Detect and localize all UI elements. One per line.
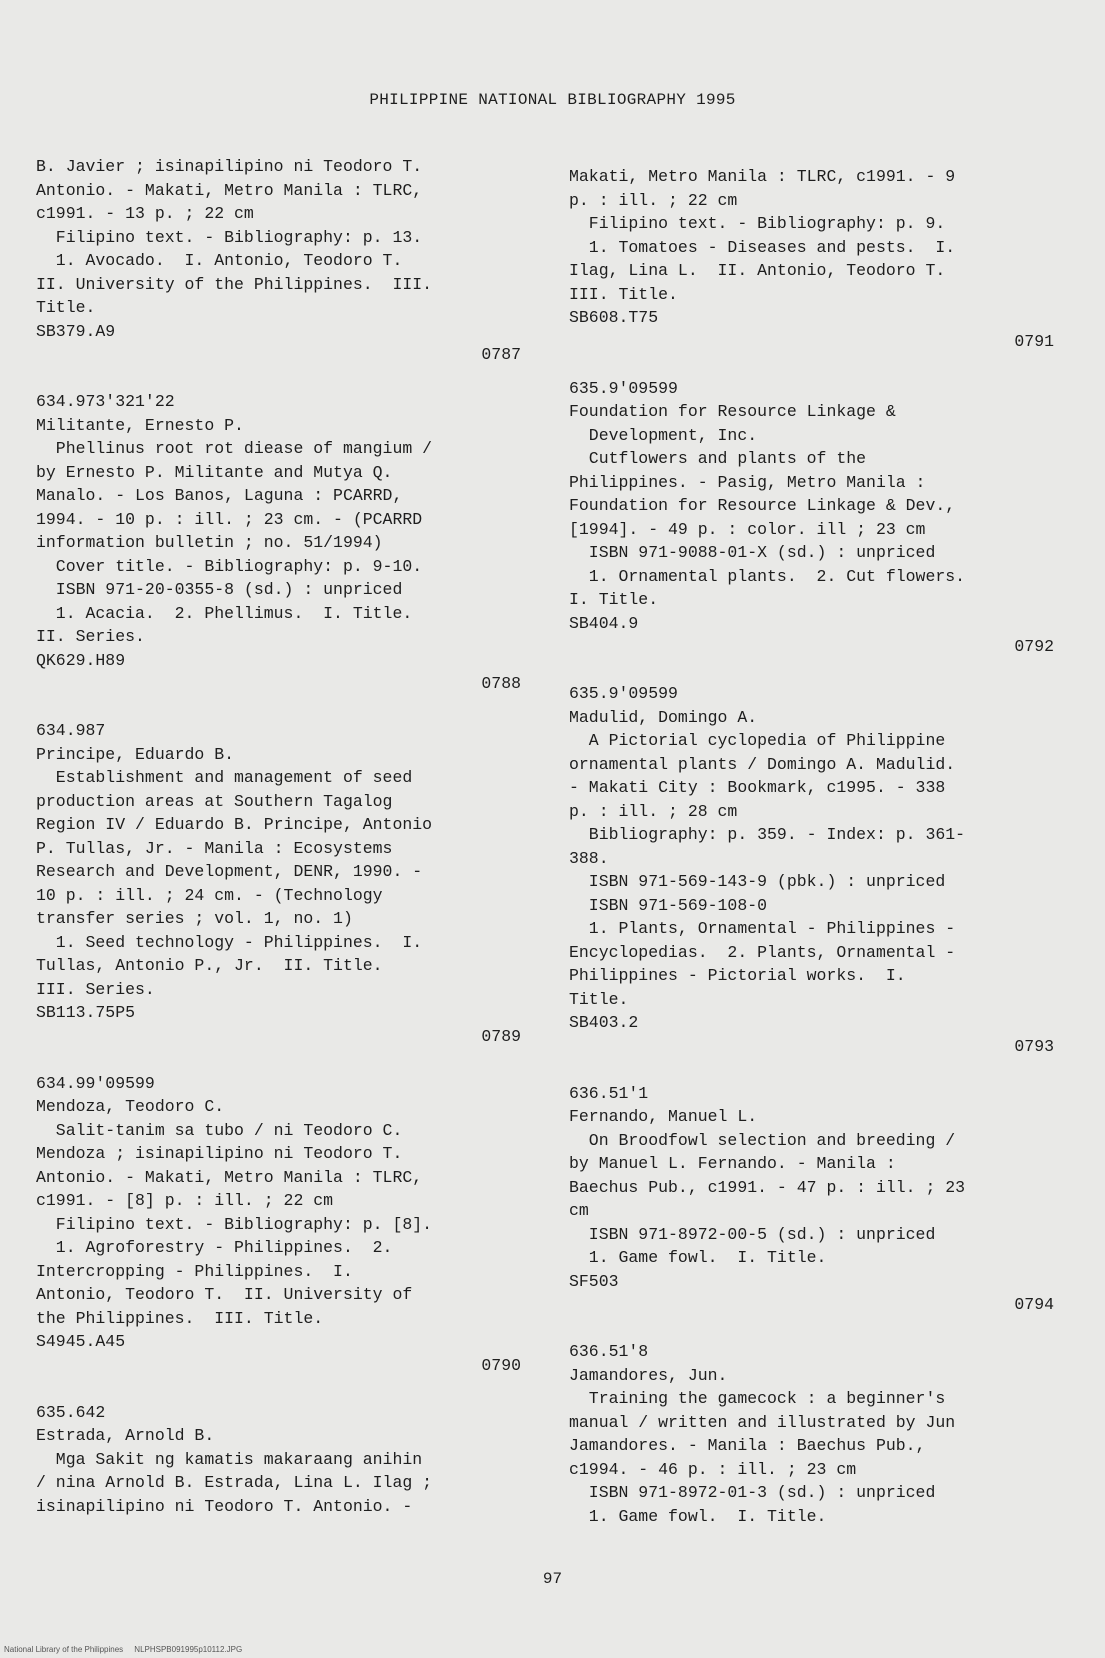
entry-line: Baechus Pub., c1991. - 47 p. : ill. ; 23 (569, 1177, 966, 1197)
entry-number: 0794 (1014, 1295, 1054, 1314)
entry-number: 0792 (1014, 637, 1054, 656)
entry-separator (36, 1048, 521, 1072)
entry-separator (36, 1377, 521, 1401)
entry-line: Cutflowers and plants of the (569, 449, 867, 468)
entry-line: production areas at Southern Tagalog (36, 791, 393, 811)
entry-separator (569, 1058, 1054, 1082)
entry-line: Foundation for Resource Linkage & Dev., (569, 496, 956, 515)
entry-line: I. Title. (569, 590, 659, 609)
entry-separator (569, 353, 1054, 377)
entry-line: Principe, Eduardo B. (36, 744, 235, 764)
page-number: 97 (542, 1570, 563, 1588)
entry-line: Philippines - Pictorial works. I. (569, 966, 906, 985)
entry-line: 1. Acacia. 2. Phellimus. I. Title. (36, 603, 413, 623)
entry-line: 1. Ornamental plants. 2. Cut flowers. (569, 566, 966, 586)
entry-line: 636.51'8 (569, 1342, 649, 1361)
entry-line: SF503 (569, 1271, 619, 1291)
entry-line: SB404.9 (569, 613, 639, 633)
entry-line: II. University of the Philippines. III. (36, 274, 433, 294)
entry-line: Manalo. - Los Banos, Laguna : PCARRD, (36, 486, 403, 505)
entry-line: Encyclopedias. 2. Plants, Ornamental - (569, 942, 956, 962)
entry-line: II. Series. (36, 627, 145, 646)
entry-line: Jamandores. - Manila : Baechus Pub., (569, 1436, 926, 1455)
entry-number: 0788 (481, 674, 521, 693)
entry-line: Tullas, Antonio P., Jr. II. Title. (36, 956, 383, 975)
entry-line: Filipino text. - Bibliography: p. [8]. (36, 1214, 433, 1234)
entry-line: c1991. - 13 p. ; 22 cm (36, 204, 254, 223)
entry-line: Antonio, Teodoro T. II. University of (36, 1285, 413, 1304)
entry-line: Filipino text. - Bibliography: p. 13. (36, 227, 423, 247)
entry-line: the Philippines. III. Title. (36, 1308, 324, 1328)
entry-line: ISBN 971-569-108-0 (569, 895, 768, 915)
entry-line: Mendoza, Teodoro C. (36, 1097, 225, 1116)
entry-line: Title. (36, 298, 96, 317)
entry-line: 1. Plants, Ornamental - Philippines - (569, 919, 956, 938)
entry-line: 388. (569, 848, 609, 868)
entry-line: Madulid, Domingo A. (569, 707, 758, 727)
entry-separator (569, 659, 1054, 683)
entry-line: Establishment and management of seed (36, 768, 413, 787)
page-title: PHILIPPINE NATIONAL BIBLIOGRAPHY 1995 (369, 91, 736, 109)
entry-line: Research and Development, DENR, 1990. - (36, 862, 423, 881)
entry-line: Antonio. - Makati, Metro Manila : TLRC, (36, 180, 423, 200)
entry-line: 635.9'09599 (569, 378, 678, 398)
entry-line: cm (569, 1201, 589, 1220)
entry-line: 10 p. : ill. ; 24 cm. - (Technology (36, 885, 383, 905)
entry-line: QK629.H89 (36, 650, 126, 670)
entry-line: Jamandores, Jun. (569, 1365, 728, 1385)
entry-line: Development, Inc. (569, 425, 758, 445)
entry-line: [1994]. - 49 p. : color. ill ; 23 cm (569, 519, 926, 539)
entry-line: P. Tullas, Jr. - Manila : Ecosystems (36, 838, 393, 858)
entry-line: by Manuel L. Fernando. - Manila : (569, 1154, 896, 1173)
entry-line: Salit-tanim sa tubo / ni Teodoro C. (36, 1120, 403, 1140)
entry-number: 0793 (1014, 1036, 1054, 1056)
entry-line: 1994. - 10 p. : ill. ; 23 cm. - (PCARRD (36, 509, 423, 529)
entry-line: Foundation for Resource Linkage & (569, 402, 896, 421)
left-column (36, 155, 521, 1518)
entry-line: 1. Seed technology - Philippines. I. (36, 932, 423, 952)
entry-line: Antonio. - Makati, Metro Manila : TLRC, (36, 1167, 423, 1187)
entry-line: / nina Arnold B. Estrada, Lina L. Ilag ; (36, 1473, 433, 1492)
entry-line: isinapilipino ni Teodoro T. Antonio. - (36, 1496, 413, 1516)
entry-line: Training the gamecock : a beginner's (569, 1389, 946, 1408)
entry-line: p. : ill. ; 28 cm (569, 801, 738, 821)
entry-line: Cover title. - Bibliography: p. 9-10. (36, 556, 423, 576)
entry-line: SB403.2 (569, 1013, 639, 1032)
entry-line: Philippines. - Pasig, Metro Manila : (569, 472, 926, 492)
entry-line: On Broodfowl selection and breeding / (569, 1130, 956, 1150)
entry-separator (36, 367, 521, 391)
entry-line: S4945.A45 (36, 1332, 126, 1351)
entry-line: ISBN 971-569-143-9 (pbk.) : unpriced (569, 872, 946, 891)
entry-line: p. : ill. ; 22 cm (569, 190, 738, 210)
entry-line: 635.642 (36, 1402, 106, 1422)
entry-line: ISBN 971-9088-01-X (sd.) : unpriced (569, 543, 936, 562)
entry-line: Estrada, Arnold B. (36, 1426, 215, 1445)
entry-line: 1. Tomatoes - Diseases and pests. I. (569, 237, 956, 257)
entry-number: 0790 (481, 1355, 521, 1375)
entry-line: by Ernesto P. Militante and Mutya Q. (36, 462, 393, 482)
entry-separator (36, 696, 521, 720)
entry-line: 1. Game fowl. I. Title. (569, 1248, 827, 1267)
entry-line: 1. Avocado. I. Antonio, Teodoro T. (36, 251, 403, 270)
entry-line: SB608.T75 (569, 308, 659, 327)
entry-line: Ilag, Lina L. II. Antonio, Teodoro T. (569, 261, 946, 280)
entry-line: ornamental plants / Domingo A. Madulid. (569, 754, 956, 774)
entry-line: III. Series. (36, 979, 155, 999)
entry-line: 1. Agroforestry - Philippines. 2. (36, 1238, 393, 1257)
entry-line: information bulletin ; no. 51/1994) (36, 533, 383, 552)
scan-footer: National Library of the Philippines NLPHSPB091995p10112.JPG (4, 1645, 243, 1654)
entry-line: ISBN 971-8972-00-5 (sd.) : unpriced (569, 1224, 936, 1244)
entry-line: c1994. - 46 p. : ill. ; 23 cm (569, 1459, 857, 1479)
entry-line: SB113.75P5 (36, 1003, 136, 1022)
entry-line: 634.987 (36, 721, 106, 740)
entry-line: Makati, Metro Manila : TLRC, c1991. - 9 (569, 167, 956, 186)
entry-line: 636.51'1 (569, 1083, 649, 1103)
entry-line: A Pictorial cyclopedia of Philippine (569, 731, 946, 750)
entry-number: 0787 (481, 345, 521, 364)
entry-line: Filipino text. - Bibliography: p. 9. (569, 214, 946, 233)
entry-line: Title. (569, 989, 629, 1009)
entry-line: Militante, Ernesto P. (36, 415, 244, 435)
entry-number: 0791 (1014, 331, 1054, 351)
entry-line: transfer series ; vol. 1, no. 1) (36, 909, 353, 928)
entry-line: manual / written and illustrated by Jun (569, 1412, 956, 1432)
entry-line: Region IV / Eduardo B. Principe, Antonio (36, 815, 433, 834)
entry-line: Bibliography: p. 359. - Index: p. 361- (569, 825, 966, 844)
entry-line: Intercropping - Philippines. I. (36, 1261, 353, 1281)
entry-line: Fernando, Manuel L. (569, 1107, 758, 1126)
entry-line: 635.9'09599 (569, 684, 678, 703)
entry-separator (569, 1317, 1054, 1341)
entry-line: Mendoza ; isinapilipino ni Teodoro T. (36, 1144, 403, 1163)
entry-line: Phellinus root rot diease of mangium / (36, 439, 433, 458)
entry-line: - Makati City : Bookmark, c1995. - 338 (569, 778, 946, 797)
entry-line: SB379.A9 (36, 321, 116, 341)
entry-line: ISBN 971-20-0355-8 (sd.) : unpriced (36, 580, 403, 599)
entry-line: 634.973'321'22 (36, 392, 175, 411)
entry-line: B. Javier ; isinapilipino ni Teodoro T. (36, 157, 423, 176)
entry-line: 634.99'09599 (36, 1073, 155, 1093)
entry-line: 1. Game fowl. I. Title. (569, 1506, 827, 1526)
entry-line: ISBN 971-8972-01-3 (sd.) : unpriced (569, 1483, 936, 1502)
entry-line: Mga Sakit ng kamatis makaraang anihin (36, 1449, 423, 1469)
entry-line: c1991. - [8] p. : ill. ; 22 cm (36, 1191, 334, 1210)
entry-number: 0789 (481, 1026, 521, 1046)
right-column (569, 165, 1054, 1528)
entry-line: III. Title. (569, 284, 678, 304)
